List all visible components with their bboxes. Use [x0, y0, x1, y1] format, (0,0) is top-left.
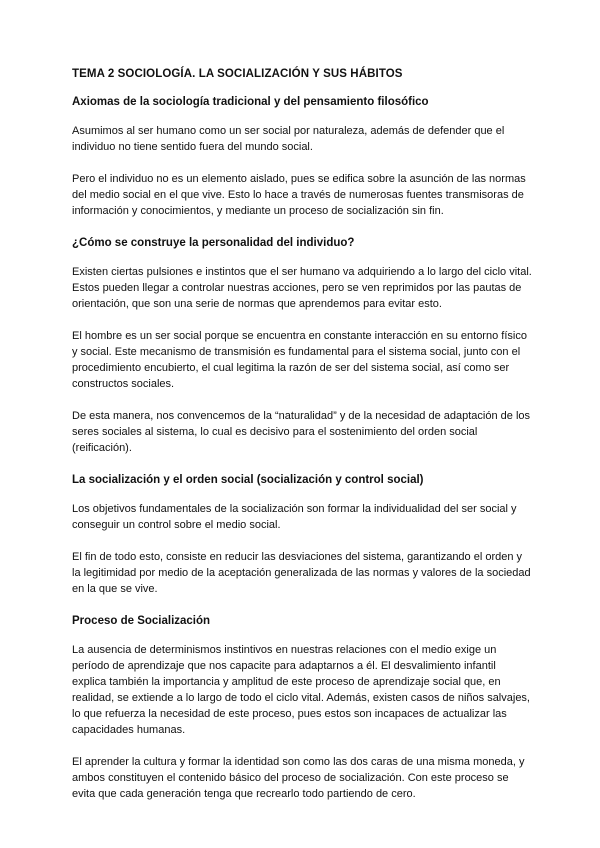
- paragraph: Pero el individuo no es un elemento aislado, pues se edifica sobre la asunción de las normas del medio social en el que vive. Esto lo hace a través de numerosas fuentes transmisoras de información y conocimientos, y mediante un proceso de socialización sin fin.: [72, 173, 526, 217]
- paragraph: El hombre es un ser social porque se encuentra en constante interacción en su entorno físico y social. Este mecanismo de transmisión es fundamental para el sistema social, junto con el procedimiento encubierto, el cual legitima la razón de ser del sistema social, así como ser constructos sociales.: [72, 330, 527, 390]
- paragraph: De esta manera, nos convencemos de la “naturalidad” y de la necesidad de adaptación de los seres sociales al sistema, lo cual es decisivo para el sostenimiento del orden social (reificación).: [72, 410, 531, 454]
- section-heading-orden-social: La socialización y el orden social (socialización y control social): [72, 474, 424, 486]
- paragraph: El aprender la cultura y formar la identidad son como las dos caras de una misma moneda, y ambos constituyen el contenido básico del proceso de socialización. Con este proceso se evita que cada generación tenga que recrearlo todo partiendo de cero.: [72, 756, 525, 800]
- paragraph: Existen ciertas pulsiones e instintos que el ser humano va adquiriendo a lo largo del ciclo vital. Estos pueden llegar a controlar nuestras acciones, pero se ven reprimidos por las pautas de orientación, que son una serie de normas que aprendemos para evitar esto.: [72, 266, 532, 310]
- paragraph: La ausencia de determinismos instintivos en nuestras relaciones con el medio exige un período de aprendizaje que nos capacite para adaptarnos a él. El desvalimiento infantil explica también la importancia y amplitud de este proceso de aprendizaje social que, en realidad, se extiende a lo largo de todo el ciclo vital. Además, existen casos de niños salvajes, lo que refuerza la necesidad de este proceso, pues estos son incapaces de actualizar las capacidades humanas.: [72, 644, 530, 736]
- paragraph: Asumimos al ser humano como un ser social por naturaleza, además de defender que el individuo no tiene sentido fuera del mundo social.: [72, 125, 505, 153]
- section-heading-personalidad: ¿Cómo se construye la personalidad del individuo?: [72, 237, 355, 249]
- paragraph: Los objetivos fundamentales de la socialización son formar la individualidad del ser social y conseguir un control sobre el medio social.: [72, 503, 517, 531]
- document-page: [72, 66, 532, 818]
- section-heading-axiomas: Axiomas de la sociología tradicional y del pensamiento filosófico: [72, 96, 429, 108]
- paragraph: El fin de todo esto, consiste en reducir las desviaciones del sistema, garantizando el orden y la legitimidad por medio de la aceptación generalizada de las normas y valores de la sociedad en la que se vive.: [72, 551, 531, 595]
- document-title: TEMA 2 SOCIOLOGÍA. LA SOCIALIZACIÓN Y SUS HÁBITOS: [72, 68, 403, 80]
- section-heading-proceso: Proceso de Socialización: [72, 615, 211, 627]
